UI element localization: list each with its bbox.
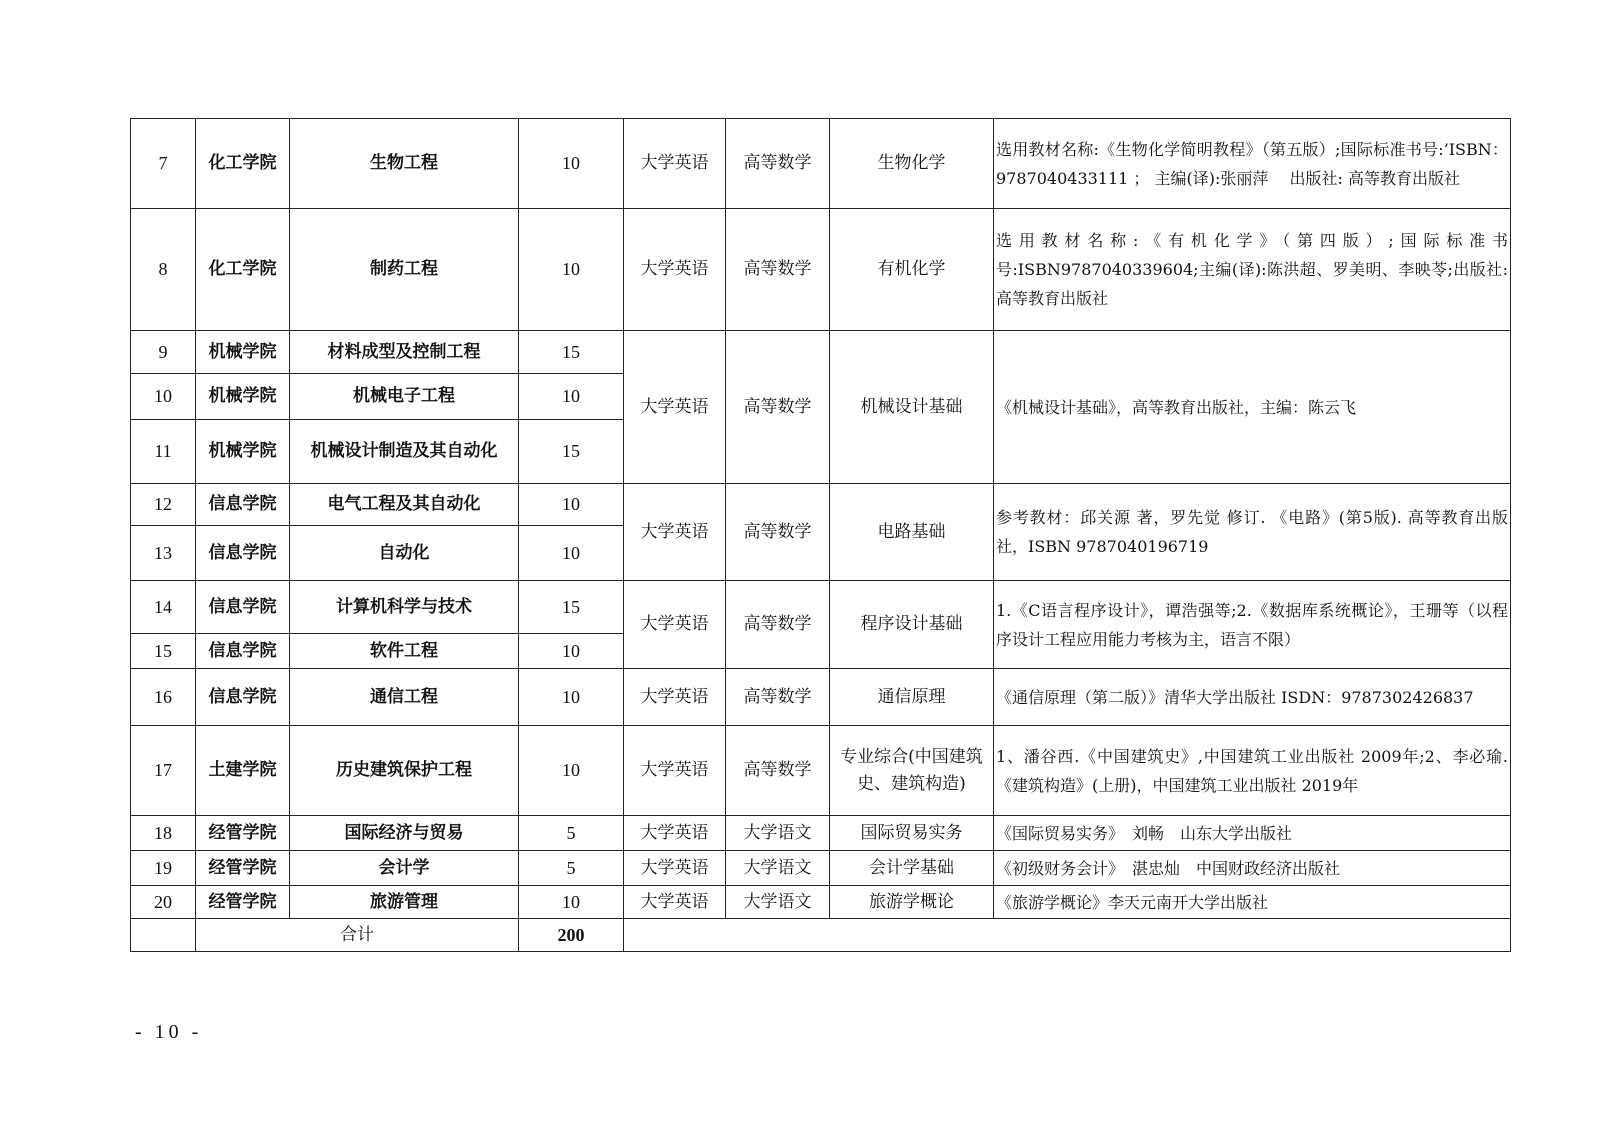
row-number: 14 bbox=[131, 581, 196, 634]
subject3-cell: 程序设计基础 bbox=[830, 581, 994, 669]
row-number: 20 bbox=[131, 886, 196, 919]
subject1-cell: 大学英语 bbox=[624, 669, 726, 726]
major-cell: 制药工程 bbox=[290, 209, 519, 331]
subject1-cell: 大学英语 bbox=[624, 886, 726, 919]
quota-cell: 10 bbox=[519, 119, 624, 209]
textbook-cell: 《初级财务会计》 湛忠灿 中国财政经济出版社 bbox=[994, 851, 1511, 886]
subject2-cell: 高等数学 bbox=[726, 209, 830, 331]
subject2-cell: 高等数学 bbox=[726, 581, 830, 669]
subject1-cell: 大学英语 bbox=[624, 581, 726, 669]
enrollment-table bbox=[130, 118, 1511, 952]
subject1-cell: 大学英语 bbox=[624, 209, 726, 331]
subject3-cell: 电路基础 bbox=[830, 484, 994, 581]
quota-cell: 10 bbox=[519, 634, 624, 669]
subject3-cell: 通信原理 bbox=[830, 669, 994, 726]
table-row bbox=[131, 119, 1511, 209]
total-row bbox=[131, 919, 1511, 952]
college-cell: 化工学院 bbox=[196, 209, 290, 331]
row-number: 7 bbox=[131, 119, 196, 209]
row-number: 8 bbox=[131, 209, 196, 331]
subject1-cell: 大学英语 bbox=[624, 119, 726, 209]
quota-cell: 15 bbox=[519, 581, 624, 634]
college-cell: 土建学院 bbox=[196, 726, 290, 816]
major-cell: 材料成型及控制工程 bbox=[290, 331, 519, 374]
major-cell: 机械电子工程 bbox=[290, 374, 519, 420]
quota-cell: 10 bbox=[519, 209, 624, 331]
college-cell: 经管学院 bbox=[196, 851, 290, 886]
major-cell: 软件工程 bbox=[290, 634, 519, 669]
subject2-cell: 高等数学 bbox=[726, 331, 830, 484]
subject2-cell: 高等数学 bbox=[726, 726, 830, 816]
subject2-cell: 大学语文 bbox=[726, 886, 830, 919]
total-value: 200 bbox=[519, 919, 624, 952]
row-number: 17 bbox=[131, 726, 196, 816]
quota-cell: 10 bbox=[519, 374, 624, 420]
subject3-cell: 国际贸易实务 bbox=[830, 816, 994, 851]
quota-cell: 5 bbox=[519, 816, 624, 851]
subject2-cell: 高等数学 bbox=[726, 484, 830, 581]
textbook-cell: 1、潘谷西.《中国建筑史》,中国建筑工业出版社 2009年;2、李必瑜.《建筑构造》(上册)，中国建筑工业出版社 2019年 bbox=[994, 726, 1511, 816]
major-cell: 机械设计制造及其自动化 bbox=[290, 420, 519, 484]
table-row bbox=[131, 331, 1511, 374]
table-row bbox=[131, 581, 1511, 634]
subject3-cell: 会计学基础 bbox=[830, 851, 994, 886]
subject1-cell: 大学英语 bbox=[624, 484, 726, 581]
quota-cell: 10 bbox=[519, 669, 624, 726]
textbook-cell: 《旅游学概论》李天元南开大学出版社 bbox=[994, 886, 1511, 919]
table-row bbox=[131, 726, 1511, 816]
college-cell: 机械学院 bbox=[196, 374, 290, 420]
major-cell: 国际经济与贸易 bbox=[290, 816, 519, 851]
subject3-cell: 旅游学概论 bbox=[830, 886, 994, 919]
quota-cell: 15 bbox=[519, 420, 624, 484]
college-cell: 信息学院 bbox=[196, 484, 290, 526]
college-cell: 经管学院 bbox=[196, 816, 290, 851]
quota-cell: 10 bbox=[519, 526, 624, 581]
subject1-cell: 大学英语 bbox=[624, 851, 726, 886]
row-number: 11 bbox=[131, 420, 196, 484]
subject1-cell: 大学英语 bbox=[624, 726, 726, 816]
major-cell: 计算机科学与技术 bbox=[290, 581, 519, 634]
table-row bbox=[131, 851, 1511, 886]
empty-cell bbox=[624, 919, 1511, 952]
college-cell: 机械学院 bbox=[196, 420, 290, 484]
major-cell: 电气工程及其自动化 bbox=[290, 484, 519, 526]
subject1-cell: 大学英语 bbox=[624, 816, 726, 851]
page-number: - 10 - bbox=[135, 1021, 203, 1043]
college-cell: 信息学院 bbox=[196, 669, 290, 726]
row-number: 10 bbox=[131, 374, 196, 420]
quota-cell: 15 bbox=[519, 331, 624, 374]
major-cell: 历史建筑保护工程 bbox=[290, 726, 519, 816]
table-row bbox=[131, 484, 1511, 526]
table-row bbox=[131, 669, 1511, 726]
quota-cell: 10 bbox=[519, 726, 624, 816]
textbook-cell: 1.《C语言程序设计》，谭浩强等;2.《数据库系统概论》，王珊等（以程序设计工程应用能力考核为主，语言不限） bbox=[994, 581, 1511, 669]
textbook-cell: 《通信原理（第二版）》清华大学出版社 ISDN：9787302426837 bbox=[994, 669, 1511, 726]
empty-cell bbox=[131, 919, 196, 952]
subject3-cell: 生物化学 bbox=[830, 119, 994, 209]
subject2-cell: 大学语文 bbox=[726, 816, 830, 851]
quota-cell: 10 bbox=[519, 886, 624, 919]
major-cell: 通信工程 bbox=[290, 669, 519, 726]
row-number: 12 bbox=[131, 484, 196, 526]
row-number: 18 bbox=[131, 816, 196, 851]
row-number: 16 bbox=[131, 669, 196, 726]
college-cell: 信息学院 bbox=[196, 581, 290, 634]
subject3-cell: 有机化学 bbox=[830, 209, 994, 331]
table-row bbox=[131, 886, 1511, 919]
major-cell: 会计学 bbox=[290, 851, 519, 886]
textbook-cell: 《机械设计基础》，高等教育出版社，主编：陈云飞 bbox=[994, 331, 1511, 484]
textbook-cell: 《国际贸易实务》 刘畅 山东大学出版社 bbox=[994, 816, 1511, 851]
college-cell: 信息学院 bbox=[196, 526, 290, 581]
college-cell: 信息学院 bbox=[196, 634, 290, 669]
major-cell: 旅游管理 bbox=[290, 886, 519, 919]
subject2-cell: 高等数学 bbox=[726, 119, 830, 209]
textbook-cell: 选用教材名称:《生物化学简明教程》（第五版）;国际标准书号:’ISBN：9787040433111 ； 主编(译):张丽萍 出版社: 高等教育出版社 bbox=[994, 119, 1511, 209]
row-number: 19 bbox=[131, 851, 196, 886]
table-row bbox=[131, 816, 1511, 851]
subject1-cell: 大学英语 bbox=[624, 331, 726, 484]
textbook-cell: 选用教材名称:《有机化学》（第四版）;国际标准书号:ISBN9787040339604;主编(译):陈洪超、罗美明、李映苓;出版社:高等教育出版社 bbox=[994, 209, 1511, 331]
table-row bbox=[131, 209, 1511, 331]
subject2-cell: 高等数学 bbox=[726, 669, 830, 726]
total-label: 合计 bbox=[196, 919, 519, 952]
textbook-cell: 参考教材：邱关源 著，罗先觉 修订. 《电路》(第5版). 高等教育出版社，ISBN 9787040196719 bbox=[994, 484, 1511, 581]
college-cell: 经管学院 bbox=[196, 886, 290, 919]
quota-cell: 5 bbox=[519, 851, 624, 886]
subject2-cell: 大学语文 bbox=[726, 851, 830, 886]
row-number: 9 bbox=[131, 331, 196, 374]
major-cell: 自动化 bbox=[290, 526, 519, 581]
subject3-cell: 专业综合(中国建筑史、建筑构造) bbox=[830, 726, 994, 816]
row-number: 13 bbox=[131, 526, 196, 581]
subject3-cell: 机械设计基础 bbox=[830, 331, 994, 484]
quota-cell: 10 bbox=[519, 484, 624, 526]
college-cell: 化工学院 bbox=[196, 119, 290, 209]
major-cell: 生物工程 bbox=[290, 119, 519, 209]
college-cell: 机械学院 bbox=[196, 331, 290, 374]
row-number: 15 bbox=[131, 634, 196, 669]
